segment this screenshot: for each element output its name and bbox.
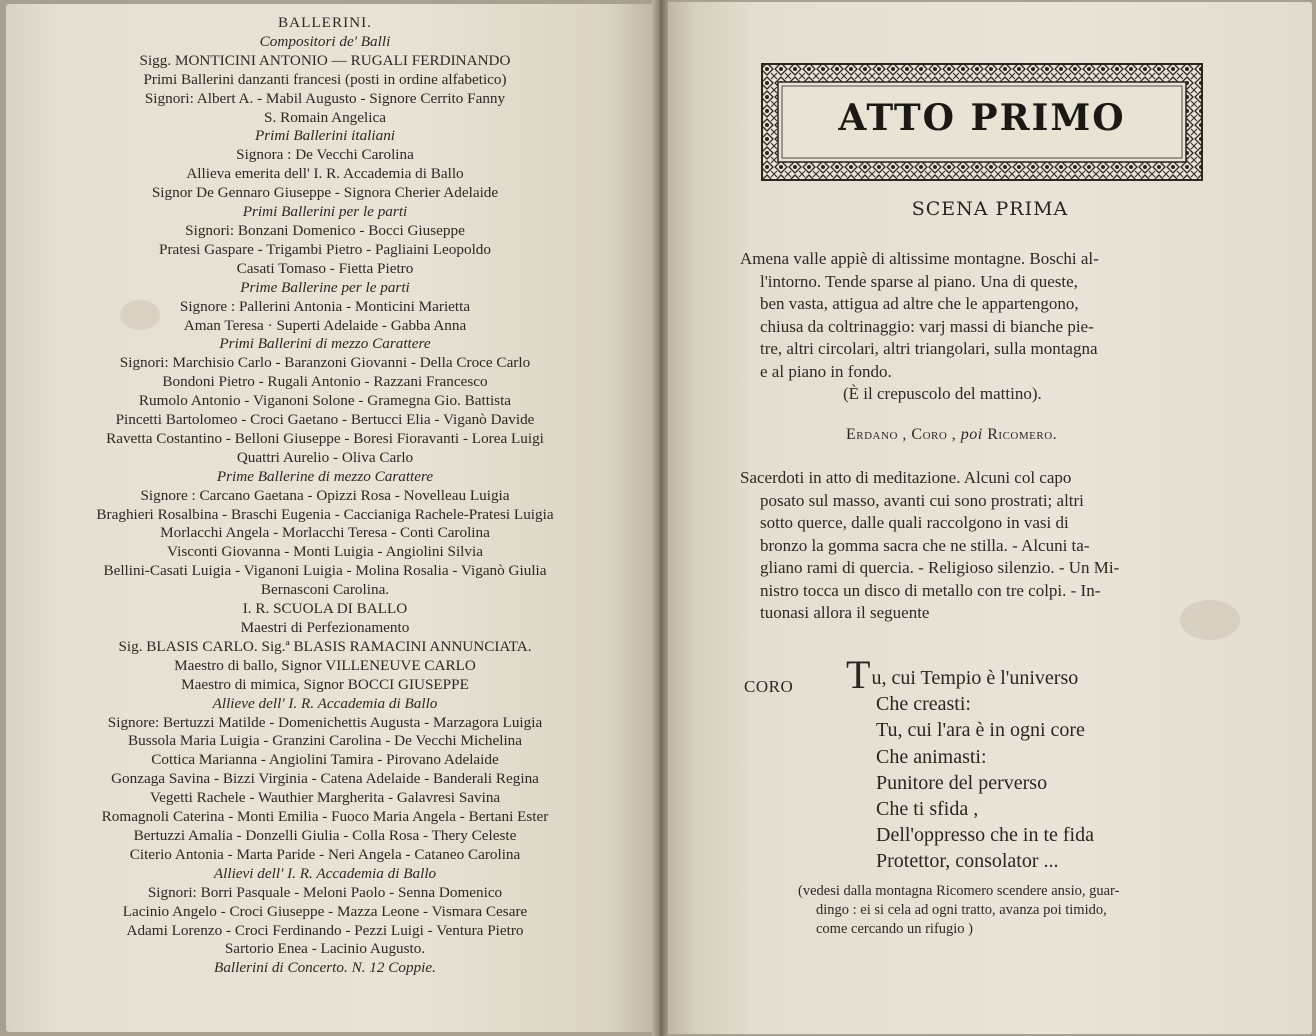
setting-line: tre, altri circolari, altri triangolari, sulla montagna bbox=[760, 339, 1098, 358]
action-line: tuonasi allora il seguente bbox=[760, 603, 930, 622]
stage-line: dingo : ei si cela ad ogni tratto, avanza poi timido, bbox=[816, 902, 1107, 918]
setting-line: (È il crepuscolo del mattino). bbox=[843, 384, 1042, 403]
cast-line: Primi Ballerini di mezzo Carattere bbox=[219, 335, 431, 353]
cast-line: Allievi dell' I. R. Accademia di Ballo bbox=[213, 864, 437, 882]
cast-line: Citerio Antonia - Marta Paride - Neri Angela - Cataneo Carolina bbox=[129, 845, 521, 863]
cast-line: Pincetti Bartolomeo - Croci Gaetano - Bertucci Elia - Viganò Davide bbox=[115, 411, 535, 429]
setting-line: l'intorno. Tende sparse al piano. Una di queste, bbox=[760, 271, 1078, 291]
verse-line: Punitore del perverso bbox=[876, 771, 1048, 794]
action-line: Sacerdoti in atto di meditazione. Alcuni col capo bbox=[740, 468, 1072, 487]
cast-line: Ballerini di Concerto. N. 12 Coppie. bbox=[214, 959, 436, 977]
cast-line: Prime Ballerine per le parti bbox=[240, 278, 410, 296]
cast-line: Signor De Gennaro Giuseppe - Signora Cherier Adelaide bbox=[151, 184, 499, 202]
cast-line: Pratesi Gaspare - Trigambi Pietro - Pagliaini Leopoldo bbox=[159, 240, 491, 258]
action-line: sotto querce, dalle quali raccolgono in vasi di bbox=[760, 513, 1069, 532]
book-gutter bbox=[652, 0, 668, 1036]
cast-line: S. Romain Angelica bbox=[264, 108, 386, 126]
cast-line: Sigg. MONTICINI ANTONIO — RUGALI FERDINANDO bbox=[139, 51, 511, 69]
cast-line: Maestro di mimica, Signor BOCCI GIUSEPPE bbox=[181, 675, 469, 693]
cast-line: Bertuzzi Amalia - Donzelli Giulia - Colla Rosa - Thery Celeste bbox=[133, 826, 517, 844]
setting-line: ben vasta, attigua ad altre che le appartengono, bbox=[760, 294, 1079, 313]
character-name: Ricomero. bbox=[987, 426, 1058, 443]
setting-line: e al piano in fondo. bbox=[760, 361, 892, 381]
action-line: bronzo la gomma sacra che ne stilla. - Alcuni ta- bbox=[760, 535, 1090, 555]
cast-line: Romagnoli Caterina - Monti Emilia - Fuoco Maria Angela - Bertani Ester bbox=[101, 808, 549, 826]
cast-line: Braghieri Rosalbina - Braschi Eugenia - Caccianiga Rachele-Pratesi Luigia bbox=[96, 505, 554, 523]
characters-line bbox=[846, 426, 1146, 444]
verse-line: Che creasti: bbox=[876, 693, 971, 716]
cast-line: Allieva emerita dell' I. R. Accademia di Ballo bbox=[186, 165, 464, 183]
cast-line: Signori: Bonzani Domenico - Bocci Giuseppe bbox=[185, 221, 465, 239]
cast-line: Bellini-Casati Luigia - Viganoni Luigia - Molina Rosalia - Viganò Giulia bbox=[103, 562, 547, 580]
cast-line: Rumolo Antonio - Viganoni Solone - Gramegna Gio. Battista bbox=[138, 392, 512, 410]
stage-line: (vedesi dalla montagna Ricomero scendere ansio, guar- bbox=[798, 883, 1120, 899]
verse-line: Tu, cui l'ara è in ogni core bbox=[876, 719, 1085, 742]
cast-line: Vegetti Rachele - Wauthier Margherita - Galavresi Savina bbox=[149, 789, 501, 807]
cast-line: Allieve dell' I. R. Accademia di Ballo bbox=[212, 694, 438, 712]
act-title: ATTO PRIMO bbox=[838, 97, 1126, 139]
action-description bbox=[740, 467, 1240, 625]
stage-line: come cercando un rifugio ) bbox=[816, 921, 974, 937]
cast-line: Gonzaga Savina - Bizzi Virginia - Catena Adelaide - Banderali Regina bbox=[111, 770, 539, 788]
cast-line: Bernasconi Carolina. bbox=[260, 581, 390, 599]
scene-title: SCENA PRIMA bbox=[911, 198, 1069, 220]
chorus-label: CORO bbox=[744, 677, 794, 696]
cast-line: Prime Ballerine di mezzo Carattere bbox=[216, 467, 434, 485]
cast-line: Cottica Marianna - Angiolini Tamira - Pirovano Adelaide bbox=[151, 751, 499, 769]
cast-list bbox=[20, 14, 630, 978]
cast-line: Morlacchi Angela - Morlacchi Teresa - Conti Carolina bbox=[160, 524, 490, 542]
cast-line: Sig. BLASIS CARLO. Sig.ª BLASIS RAMACINI ANNUNCIATA. bbox=[118, 637, 532, 655]
cast-line: Signora : De Vecchi Carolina bbox=[236, 146, 414, 164]
verse-line bbox=[846, 652, 1206, 697]
cast-line: Casati Tomaso - Fietta Pietro bbox=[236, 259, 414, 277]
cast-line: Sartorio Enea - Lacinio Augusto. bbox=[224, 940, 426, 958]
cast-line: Compositori de' Balli bbox=[259, 32, 391, 50]
verse-line: Dell'oppresso che in te fida bbox=[876, 824, 1094, 847]
cast-line: Signore : Carcano Gaetana - Opizzi Rosa - Novelleau Luigia bbox=[140, 486, 510, 504]
chorus-verse bbox=[846, 652, 1206, 875]
cast-line: Ravetta Costantino - Belloni Giuseppe - Boresi Fioravanti - Lorea Luigi bbox=[106, 429, 544, 447]
character-name: Erdano bbox=[846, 426, 898, 443]
cast-line: Primi Ballerini danzanti francesi (posti in ordine alfabetico) bbox=[143, 70, 507, 88]
verse-line: Protettor, consolator ... bbox=[876, 850, 1059, 873]
cast-line: Maestro di ballo, Signor VILLENEUVE CARLO bbox=[174, 656, 476, 674]
action-line: posato sul masso, avanti cui sono prostrati; altri bbox=[760, 490, 1084, 510]
stage-direction bbox=[798, 882, 1248, 939]
action-line: nistro tocca un disco di metallo con tre colpi. - In- bbox=[760, 580, 1101, 600]
cast-line: Lacinio Angelo - Croci Giuseppe - Mazza Leone - Vismara Cesare bbox=[122, 902, 528, 920]
poi-word: poi bbox=[960, 426, 983, 443]
cast-line: Primi Ballerini italiani bbox=[254, 127, 396, 145]
cast-line: Visconti Giovanna - Monti Luigia - Angiolini Silvia bbox=[167, 543, 483, 561]
separator: , bbox=[897, 426, 912, 443]
cast-line: Maestri di Perfezionamento bbox=[240, 619, 410, 636]
cast-line: Adami Lorenzo - Croci Ferdinando - Pezzi Luigi - Ventura Pietro bbox=[126, 921, 524, 939]
cast-line: Bussola Maria Luigia - Granzini Carolina - De Vecchi Michelina bbox=[127, 732, 523, 750]
setting-line: Amena valle appiè di altissime montagne. Boschi al- bbox=[740, 249, 1099, 268]
cast-line: Signore: Bertuzzi Matilde - Domenichettis Augusta - Marzagora Luigia bbox=[107, 713, 543, 731]
drop-cap: T bbox=[846, 652, 871, 697]
cast-line: Aman Teresa · Superti Adelaide - Gabba Anna bbox=[183, 316, 467, 334]
cast-line: Signori: Borri Pasquale - Meloni Paolo - Senna Domenico bbox=[147, 883, 503, 901]
cast-line: BALLERINI. bbox=[278, 14, 372, 31]
verse-text: u, cui Tempio è l'universo bbox=[871, 667, 1079, 689]
verse-line: Che ti sfida , bbox=[876, 798, 979, 821]
separator: , bbox=[947, 426, 961, 443]
character-name: Coro bbox=[911, 426, 948, 443]
cast-line: Primi Ballerini per le parti bbox=[242, 203, 408, 221]
cast-line: Quattri Aurelio - Oliva Carlo bbox=[236, 448, 414, 466]
act-title-frame bbox=[760, 62, 1204, 182]
setting-line: chiusa da coltrinaggio: varj massi di bianche pie- bbox=[760, 316, 1094, 336]
cast-line: Signore : Pallerini Antonia - Monticini Marietta bbox=[179, 297, 471, 315]
cast-line: I. R. SCUOLA DI BALLO bbox=[242, 600, 408, 618]
scene-setting bbox=[740, 248, 1240, 406]
verse-line: Che animasti: bbox=[876, 745, 987, 768]
action-line: gliano rami di quercia. - Religioso silenzio. - Un Mi- bbox=[760, 558, 1120, 577]
cast-line: Signori: Marchisio Carlo - Baranzoni Giovanni - Della Croce Carlo bbox=[119, 354, 531, 372]
cast-line: Signori: Albert A. - Mabil Augusto - Signore Cerrito Fanny bbox=[144, 89, 506, 107]
cast-line: Bondoni Pietro - Rugali Antonio - Razzani Francesco bbox=[162, 373, 488, 391]
